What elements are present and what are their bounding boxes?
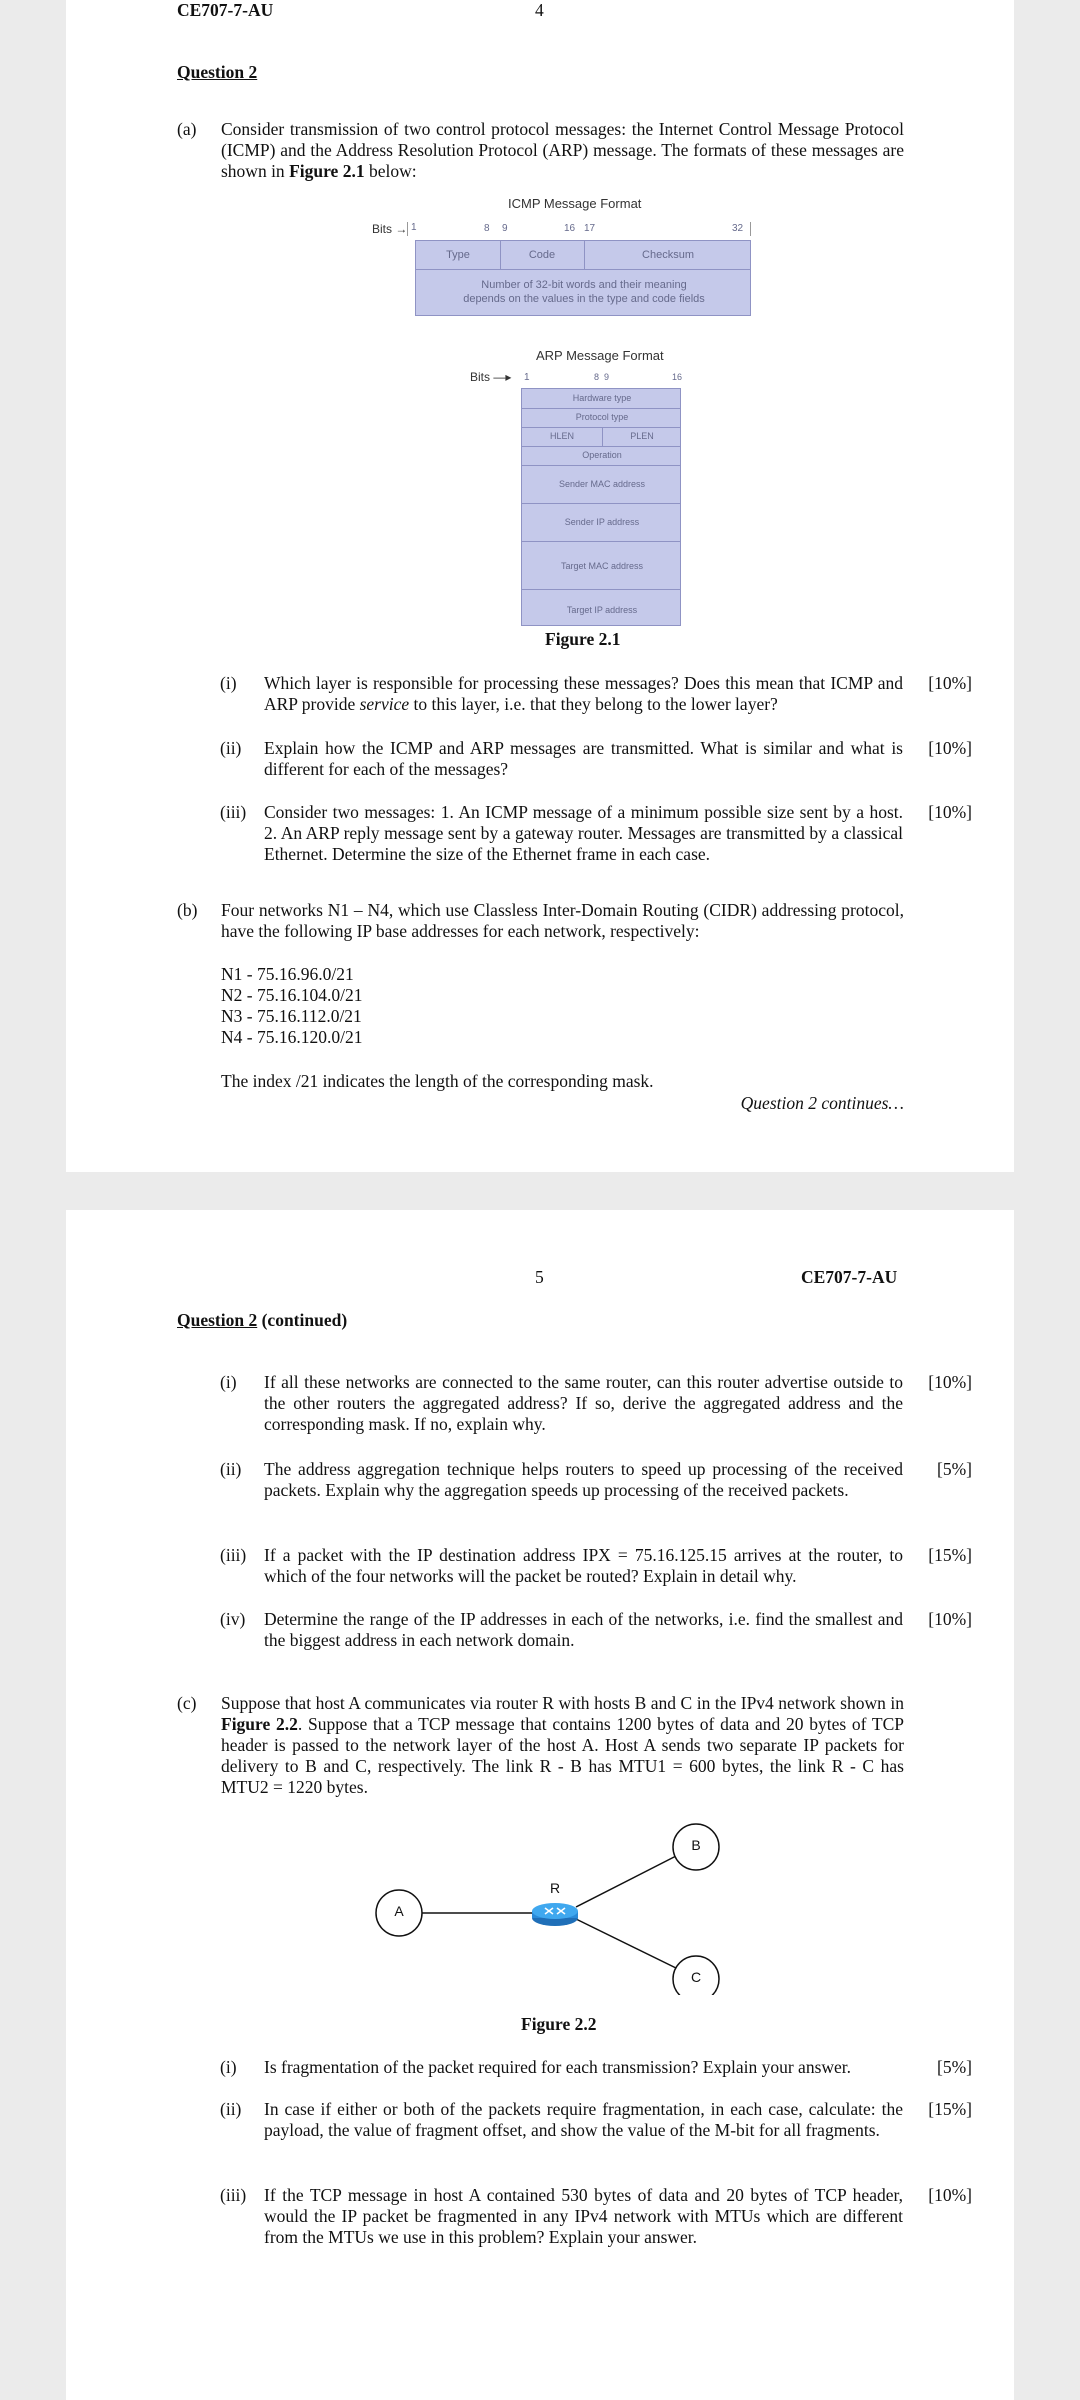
item-a-iii-text: Consider two messages: 1. An ICMP message of a minimum possible size sent by a host. 2. An ARP reply message sent by a gateway router. Messages are transmitted by a classical Ethernet. Determine the size of the Ethernet frame in each case.	[264, 802, 903, 864]
marks: [10%]	[928, 802, 972, 822]
item-label: (i)	[220, 2057, 237, 2077]
figure-2-1-caption: Figure 2.1	[545, 629, 621, 649]
marks: [15%]	[928, 1545, 972, 1565]
bits-tick	[407, 222, 408, 236]
bit-tick-label: 16	[564, 223, 576, 234]
mask-note: The index /21 indicates the length of the corresponding mask.	[221, 1071, 654, 1091]
item-c-ii-text: In case if either or both of the packets require fragmentation, in each case, calculate: the payload, the value of fragment offset, and show the value of the M-bit for all fragments.	[264, 2099, 903, 2140]
continues-note: Question 2 continues…	[740, 1093, 904, 1113]
arp-field: Target MAC address	[560, 561, 644, 571]
host-c-label: C	[690, 1969, 702, 1985]
item-label: (i)	[220, 1372, 237, 1392]
network-n1: N1 - 75.16.96.0/21	[221, 964, 354, 984]
page-number: 5	[535, 1267, 544, 1287]
page-number: 4	[535, 0, 544, 20]
document-page-5	[66, 1210, 1014, 2400]
arp-format-box	[521, 388, 681, 626]
arp-figure-title: ARP Message Format	[536, 348, 664, 363]
host-a-label: A	[394, 1903, 404, 1919]
figure-ref: Figure 2.1	[289, 161, 365, 181]
part-c-text: Suppose that host A communicates via router R with hosts B and C in the IPv4 network shown in Figure 2.2. Suppose that a TCP message that contains 1200 bytes of data and 20 bytes of TCP header is passed to the network layer of the host A. Host A sends two separate IP packets for delivery to B and C, respectively. The link R - B has MTU1 = 600 bytes, the link R - C has MTU2 = 1220 bytes.	[221, 1693, 904, 1797]
icmp-bits-label: Bits →	[372, 222, 408, 236]
arp-field: HLEN	[549, 431, 574, 441]
bit-tick-label: 1	[411, 222, 417, 233]
arp-field: Operation	[582, 450, 622, 460]
link-r-c	[576, 1919, 678, 1969]
item-a-ii-text: Explain how the ICMP and ARP messages are transmitted. What is similar and what is different for each of the messages?	[264, 738, 903, 779]
icmp-row2-line2: depends on the values in the type and code fields	[463, 293, 705, 305]
item-c-i-text: Is fragmentation of the packet required for each transmission? Explain your answer.	[264, 2057, 852, 2077]
figure-2-2-caption: Figure 2.2	[521, 2014, 597, 2034]
part-b-text: Four networks N1 – N4, which use Classless Inter-Domain Routing (CIDR) addressing protocol, have the following IP base addresses for each network, respectively:	[221, 900, 904, 941]
marks: [10%]	[928, 1372, 972, 1392]
marks: [5%]	[937, 1459, 972, 1479]
item-label: (iii)	[220, 2185, 247, 2205]
item-b-ii-text: The address aggregation technique helps routers to speed up processing of the received packets. Explain why the aggregation speeds up processing of the received packets.	[264, 1459, 903, 1500]
item-b-i-text: If all these networks are connected to the same router, can this router advertise outside to the other routers the aggregated address? If so, derive the aggregated address and the corresponding mask. If no, explain why.	[264, 1372, 903, 1434]
icmp-field-code: Code	[528, 249, 556, 261]
icmp-format-box	[415, 240, 751, 316]
arp-field: Target IP address	[566, 605, 638, 615]
item-b-iv-text: Determine the range of the IP addresses in each of the networks, i.e. find the smallest and the biggest address in each network domain.	[264, 1609, 903, 1650]
item-c-iii-text: If the TCP message in host A contained 530 bytes of data and 20 bytes of TCP header, would the IP packet be fragmented in any IPv4 network with MTUs which are different from the MTUs we use in this problem? Explain your answer.	[264, 2185, 903, 2247]
part-a-text: Consider transmission of two control protocol messages: the Internet Control Message Protocol (ICMP) and the Address Resolution Protocol (ARP) message. The formats of these messages are shown in Figure 2.1 below:	[221, 119, 904, 181]
item-label: (iii)	[220, 1545, 247, 1565]
bit-tick-label: 8	[594, 372, 600, 382]
link-r-b	[576, 1855, 678, 1907]
icmp-field-checksum: Checksum	[642, 249, 694, 261]
bit-tick-label: 1	[524, 372, 530, 383]
item-label: (ii)	[220, 1459, 242, 1479]
host-b-label: B	[691, 1837, 701, 1853]
marks: [10%]	[928, 1609, 972, 1629]
item-b-iii-text: If a packet with the IP destination address IPX = 75.16.125.15 arrives at the router, to which of the four networks will the packet be routed? Explain in detail why.	[264, 1545, 903, 1586]
item-label: (ii)	[220, 2099, 242, 2119]
marks: [10%]	[928, 738, 972, 758]
arp-field: Protocol type	[575, 412, 629, 422]
icmp-field-type: Type	[446, 249, 470, 261]
bit-tick-label: 8	[484, 223, 490, 234]
header-course-code: CE707-7-AU	[177, 0, 274, 20]
part-b-label: (b)	[177, 900, 198, 920]
header-course-code: CE707-7-AU	[801, 1267, 898, 1287]
figure-ref: Figure 2.2	[221, 1714, 298, 1734]
bit-tick-label: 9	[604, 372, 610, 382]
router-icon	[532, 1903, 578, 1926]
item-label: (iii)	[220, 802, 247, 822]
marks: [15%]	[928, 2099, 972, 2119]
arp-field: PLEN	[630, 431, 654, 441]
bit-tick-label: 9	[502, 223, 508, 234]
marks: [10%]	[928, 673, 972, 693]
network-n3: N3 - 75.16.112.0/21	[221, 1006, 362, 1026]
bit-tick-label: 32	[732, 223, 744, 234]
question-title: Question 2 (continued)	[177, 1310, 348, 1330]
marks: [10%]	[928, 2185, 972, 2205]
network-n4: N4 - 75.16.120.0/21	[221, 1027, 363, 1047]
item-label: (iv)	[220, 1609, 246, 1629]
arp-bits-label: Bits —▸	[470, 370, 512, 384]
icmp-row2-line1: Number of 32-bit words and their meaning	[481, 279, 687, 291]
arp-field: Sender MAC address	[558, 479, 646, 489]
item-label: (ii)	[220, 738, 242, 758]
item-a-i-text: Which layer is responsible for processing these messages? Does this mean that ICMP and ARP provide service to this layer, i.e. that they belong to the lower layer?	[264, 673, 903, 714]
marks: [5%]	[937, 2057, 972, 2077]
network-n2: N2 - 75.16.104.0/21	[221, 985, 363, 1005]
part-a-label: (a)	[177, 119, 197, 139]
icmp-figure-title: ICMP Message Format	[508, 196, 642, 211]
arp-field: Sender IP address	[564, 517, 640, 527]
bits-tick	[750, 222, 751, 236]
part-c-label: (c)	[177, 1693, 197, 1713]
question-title: Question 2	[177, 62, 258, 82]
router-label: R	[549, 1880, 561, 1896]
document-page-4	[66, 0, 1014, 1172]
arp-field: Hardware type	[572, 393, 632, 403]
item-label: (i)	[220, 673, 237, 693]
bit-tick-label: 16	[672, 372, 683, 382]
bit-tick-label: 17	[584, 223, 596, 234]
